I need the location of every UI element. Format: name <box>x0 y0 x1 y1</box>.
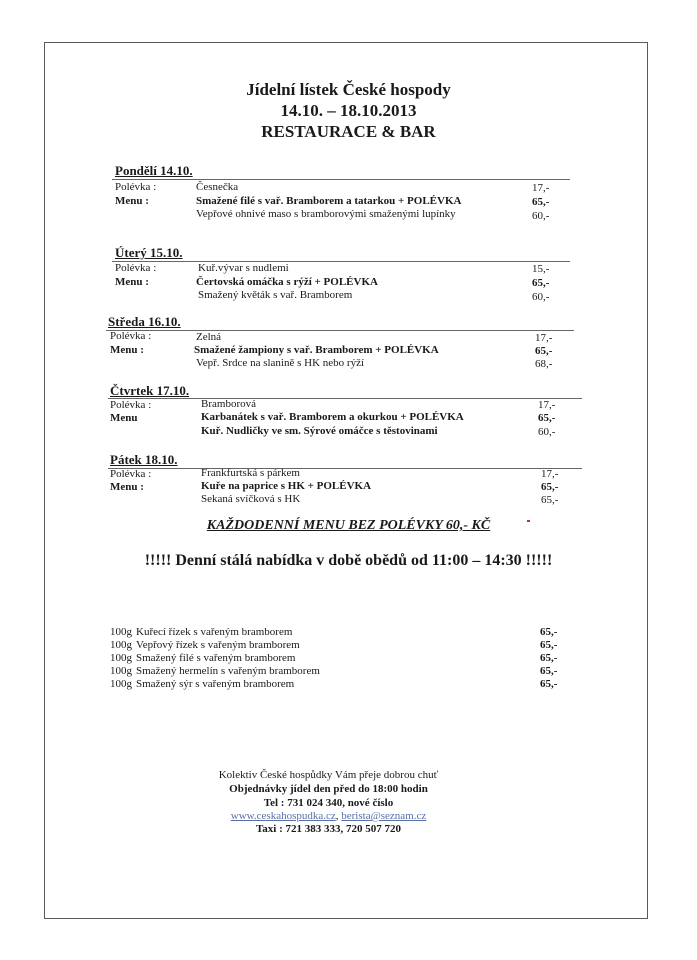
wednesday-item-1: Smažené žampiony s vař. Bramborem + POLÉVKA <box>194 344 439 356</box>
day-monday-title: Pondělí 14.10. <box>115 163 193 178</box>
thursday-soup-price: 17,- <box>538 399 556 411</box>
standing-item: Smažený sýr s vařeným bramborem <box>136 678 295 690</box>
tuesday-item-1: Čertovská omáčka s rýží + POLÉVKA <box>196 276 378 288</box>
ink-mark <box>527 520 530 522</box>
wednesday-item-2-price: 68,- <box>535 358 553 370</box>
thursday-item-1: Karbanátek s vař. Bramborem a okurkou + POLÉVKA <box>201 411 464 423</box>
footer-contacts <box>0 810 657 822</box>
thursday-item-2: Kuř. Nudličky ve sm. Sýrové omáčce s těstovinami <box>201 425 438 437</box>
divider <box>108 468 582 469</box>
divider <box>112 179 570 180</box>
thursday-item-2-price: 60,- <box>538 426 556 438</box>
divider <box>106 330 574 331</box>
friday-soup-price: 17,- <box>541 468 559 480</box>
menu-label: Menu <box>110 412 138 424</box>
standing-offer-banner: !!!!! Denní stálá nabídka v době obědů od 11:00 – 14:30 !!!!! <box>144 552 553 569</box>
monday-item-1: Smažené filé s vař. Bramborem a tatarkou + POLÉVKA <box>196 195 462 207</box>
menu-label: Menu : <box>110 344 144 356</box>
menu-title: Jídelní lístek České hospody <box>246 80 451 99</box>
friday-soup: Frankfurtská s párkem <box>201 467 300 479</box>
soup-label: Polévka : <box>110 468 152 480</box>
divider <box>112 261 570 262</box>
daily-menu-banner: KAŽDODENNÍ MENU BEZ POLÉVKY 60,- KČ <box>206 518 491 533</box>
footer-orders: Objednávky jídel den před do 18:00 hodin <box>229 783 428 795</box>
wednesday-soup: Zelná <box>196 331 222 343</box>
menu-label: Menu : <box>115 276 149 288</box>
friday-item-1: Kuře na paprice s HK + POLÉVKA <box>201 480 372 492</box>
standing-weight: 100g <box>110 652 132 664</box>
menu-label: Menu : <box>115 195 149 207</box>
wednesday-item-1-price: 65,- <box>535 345 553 357</box>
soup-label: Polévka : <box>115 262 157 274</box>
tuesday-soup-price: 15,- <box>532 263 550 275</box>
footer-wish: Kolektiv České hospůdky Vám přeje dobrou chuť <box>218 769 439 781</box>
standing-price: 65,- <box>540 652 558 664</box>
soup-label: Polévka : <box>110 330 152 342</box>
monday-item-1-price: 65,- <box>532 196 550 208</box>
standing-weight: 100g <box>110 678 132 690</box>
tuesday-soup: Kuř.vývar s nudlemi <box>198 262 289 274</box>
thursday-soup: Bramborová <box>201 398 256 410</box>
footer-phone: Tel : 731 024 340, nové číslo <box>263 797 394 809</box>
monday-soup-price: 17,- <box>532 182 550 194</box>
standing-weight: 100g <box>110 639 132 651</box>
soup-label: Polévka : <box>115 181 157 193</box>
standing-item: Vepřový řízek s vařeným bramborem <box>136 639 300 651</box>
contact-separator: , <box>335 810 342 822</box>
day-thursday-title: Čtvrtek 17.10. <box>110 383 190 398</box>
wednesday-soup-price: 17,- <box>535 332 553 344</box>
day-friday-title: Pátek 18.10. <box>110 452 178 467</box>
standing-price: 65,- <box>540 665 558 677</box>
standing-item: Kuřecí řízek s vařeným bramborem <box>136 626 293 638</box>
standing-item: Smažený filé s vařeným bramborem <box>136 652 296 664</box>
menu-label: Menu : <box>110 481 144 493</box>
friday-item-2: Sekaná svíčková s HK <box>201 493 301 505</box>
footer-taxi: Taxi : 721 383 333, 720 507 720 <box>255 823 402 835</box>
email-link[interactable]: berista@seznam.cz <box>341 810 427 822</box>
day-tuesday-title: Úterý 15.10. <box>115 245 183 260</box>
tuesday-item-1-price: 65,- <box>532 277 550 289</box>
monday-item-2: Vepřové ohnivé maso s bramborovými smaženými lupínky <box>196 208 456 220</box>
friday-item-2-price: 65,- <box>541 494 559 506</box>
wednesday-item-2: Vepř. Srdce na slanině s HK nebo rýží <box>196 357 365 369</box>
standing-item: Smažený hermelín s vařeným bramborem <box>136 665 320 677</box>
standing-price: 65,- <box>540 626 558 638</box>
monday-soup: Česnečka <box>196 181 239 193</box>
monday-item-2-price: 60,- <box>532 210 550 222</box>
website-link[interactable]: www.ceskahospudka.cz <box>230 810 336 822</box>
divider <box>108 398 582 399</box>
day-wednesday-title: Středa 16.10. <box>108 314 181 329</box>
standing-weight: 100g <box>110 626 132 638</box>
standing-price: 65,- <box>540 639 558 651</box>
soup-label: Polévka : <box>110 399 152 411</box>
tuesday-item-2-price: 60,- <box>532 291 550 303</box>
menu-subtitle: RESTAURACE & BAR <box>261 122 436 141</box>
menu-dates: 14.10. – 18.10.2013 <box>280 101 417 120</box>
standing-weight: 100g <box>110 665 132 677</box>
tuesday-item-2: Smažený květák s vař. Bramborem <box>198 289 353 301</box>
thursday-item-1-price: 65,- <box>538 412 556 424</box>
standing-price: 65,- <box>540 678 558 690</box>
friday-item-1-price: 65,- <box>541 481 559 493</box>
